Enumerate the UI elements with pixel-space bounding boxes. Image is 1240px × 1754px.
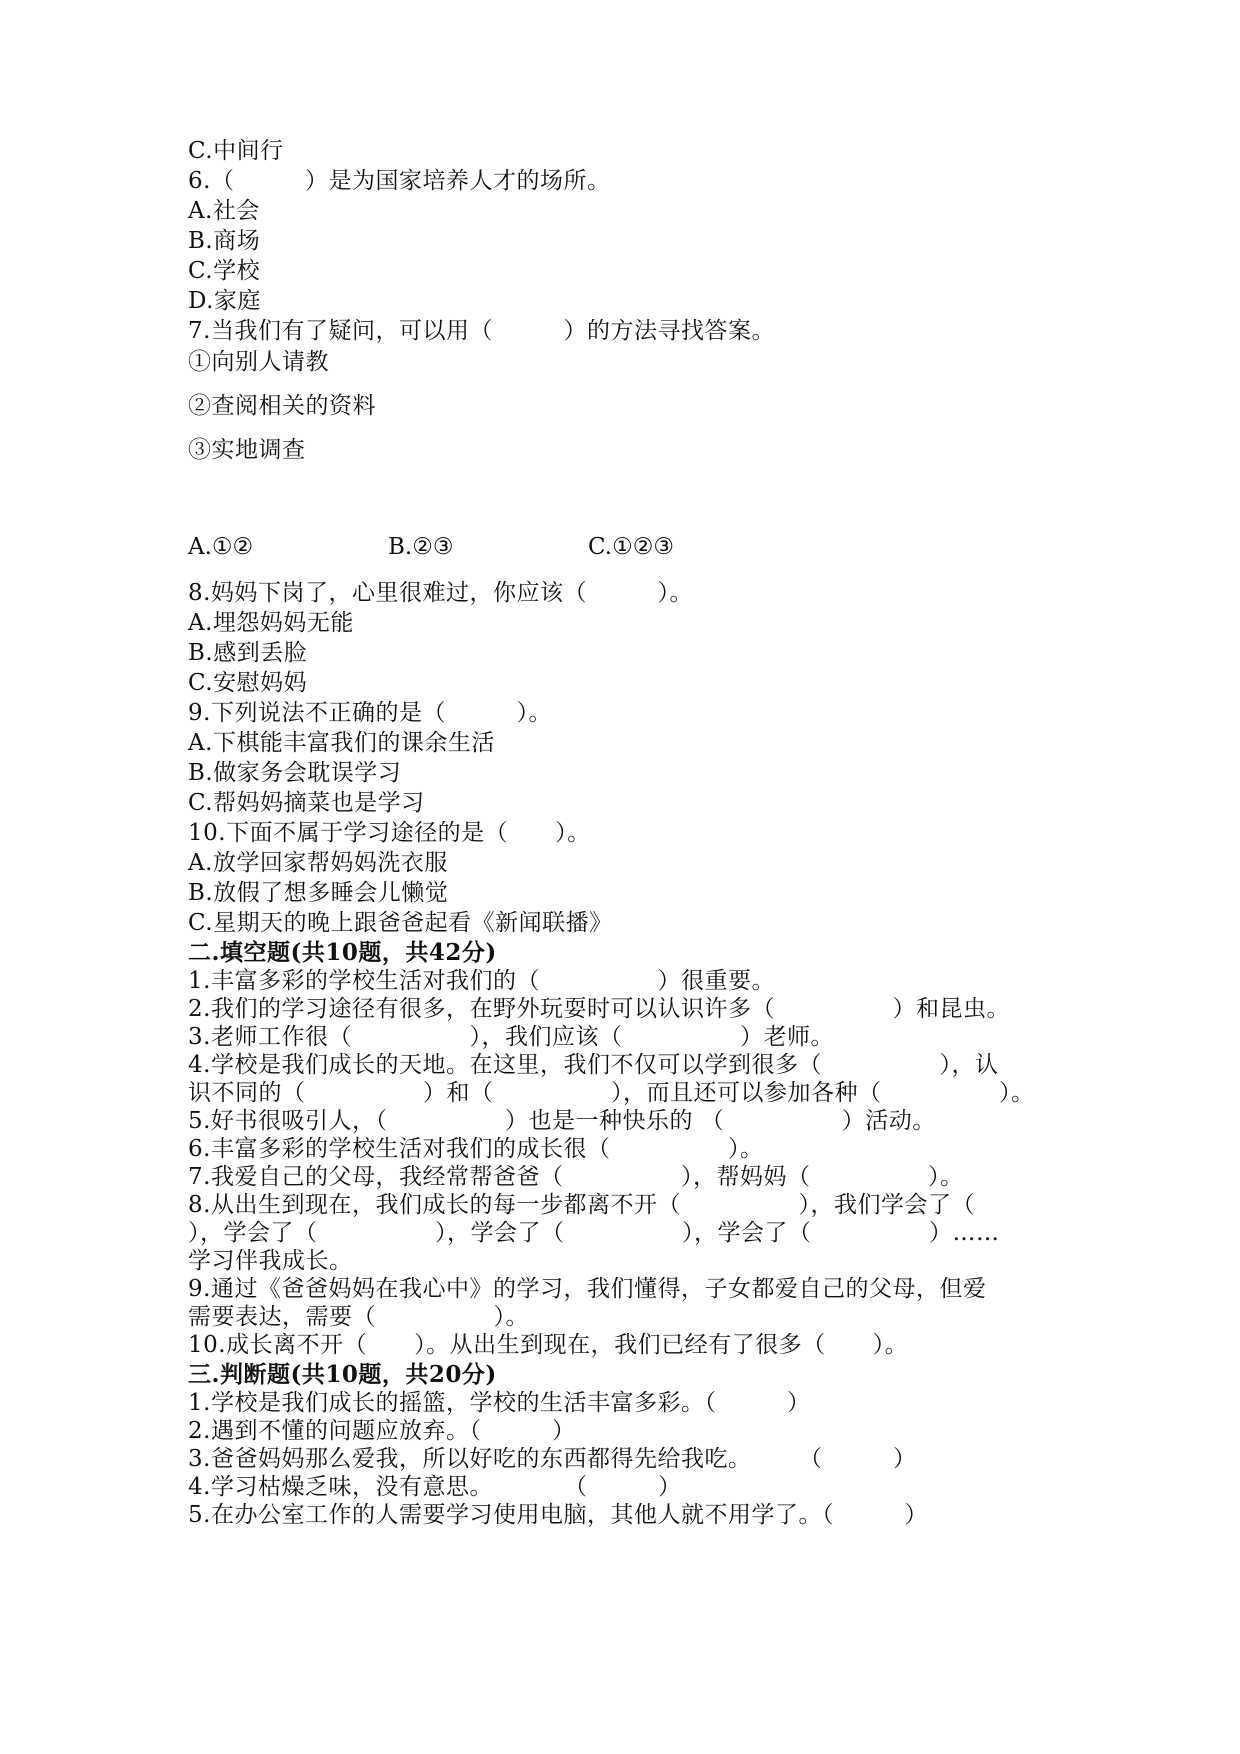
fill-line-7: 6.丰富多彩的学校生活对我们的成长很（ ）。 [188,1136,764,1162]
q6-option-b: B.商场 [188,228,261,254]
q7-option-a: A.①② [188,534,254,560]
q7-item-3: ③实地调查 [188,437,306,463]
judge-line-2: 2.遇到不懂的问题应放弃。（ ） [188,1418,576,1444]
q7-option-b: B.②③ [388,534,454,560]
q9-stem: 9.下列说法不正确的是（ ）。 [188,700,552,726]
q6-option-c: C.学校 [188,258,261,284]
q7-item-2: ②查阅相关的资料 [188,393,376,419]
fill-line-10: ），学会了（ ），学会了（ ），学会了（ ）…… [188,1220,1000,1246]
q8-option-a: A.埋怨妈妈无能 [188,610,354,636]
fill-line-2: 2.我们的学习途径有很多，在野外玩耍时可以认识许多（ ）和昆虫。 [188,996,1010,1022]
section-heading-fill-blank: 二.填空题(共10题，共42分) [188,939,497,966]
fill-line-11: 学习伴我成长。 [188,1248,353,1274]
q6-option-a: A.社会 [188,198,260,224]
judge-line-3: 3.爸爸妈妈那么爱我，所以好吃的东西都得先给我吃。 （ ） [188,1446,917,1472]
q9-option-c: C.帮妈妈摘菜也是学习 [188,790,425,816]
q8-option-b: B.感到丢脸 [188,640,308,666]
q5-option-c: C.中间行 [188,138,284,164]
fill-line-1: 1.丰富多彩的学校生活对我们的（ ）很重要。 [188,968,775,994]
q6-option-d: D.家庭 [188,288,261,314]
fill-line-4: 4.学校是我们成长的天地。在这里，我们不仅可以学到很多（ ），认 [188,1052,999,1078]
q8-stem: 8.妈妈下岗了，心里很难过，你应该（ ）。 [188,580,693,606]
q10-option-a: A.放学回家帮妈妈洗衣服 [188,850,448,876]
fill-line-3: 3.老师工作很（ ），我们应该（ ）老师。 [188,1024,834,1050]
q6-stem: 6.（ ）是为国家培养人才的场所。 [188,168,611,194]
q7-stem: 7.当我们有了疑问，可以用（ ）的方法寻找答案。 [188,318,775,344]
fill-line-13: 需要表达，需要（ ）。 [188,1304,529,1330]
fill-line-12: 9.通过《爸爸妈妈在我心中》的学习，我们懂得，子女都爱自己的父母，但爱 [188,1276,987,1302]
q9-option-a: A.下棋能丰富我们的课余生活 [188,730,495,756]
q10-option-c: C.星期天的晚上跟爸爸起看《新闻联播》 [188,910,613,936]
q10-stem: 10.下面不属于学习途径的是（ ）。 [188,820,591,846]
q7-option-c: C.①②③ [588,534,674,560]
q7-item-1: ①向别人请教 [188,349,329,375]
fill-line-6: 5.好书很吸引人，（ ）也是一种快乐的 （ ）活动。 [188,1108,936,1134]
fill-line-5: 识不同的（ ）和（ ），而且还可以参加各种（ ）。 [188,1080,1035,1106]
judge-line-4: 4.学习枯燥乏味，没有意思。 （ ） [188,1474,682,1500]
section-heading-judgement: 三.判断题(共10题，共20分) [188,1361,497,1388]
q10-option-b: B.放假了想多睡会儿懒觉 [188,880,449,906]
fill-line-8: 7.我爱自己的父母，我经常帮爸爸（ ），帮妈妈（ ）。 [188,1164,964,1190]
q8-option-c: C.安慰妈妈 [188,670,308,696]
judge-line-1: 1.学校是我们成长的摇篮，学校的生活丰富多彩。（ ） [188,1390,811,1416]
fill-line-9: 8.从出生到现在，我们成长的每一步都离不开（ ），我们学会了（ [188,1192,975,1218]
q9-option-b: B.做家务会耽误学习 [188,760,402,786]
judge-line-5: 5.在办公室工作的人需要学习使用电脑，其他人就不用学了。（ ） [188,1502,928,1528]
fill-line-14: 10.成长离不开（ ）。从出生到现在，我们已经有了很多（ ）。 [188,1332,909,1358]
